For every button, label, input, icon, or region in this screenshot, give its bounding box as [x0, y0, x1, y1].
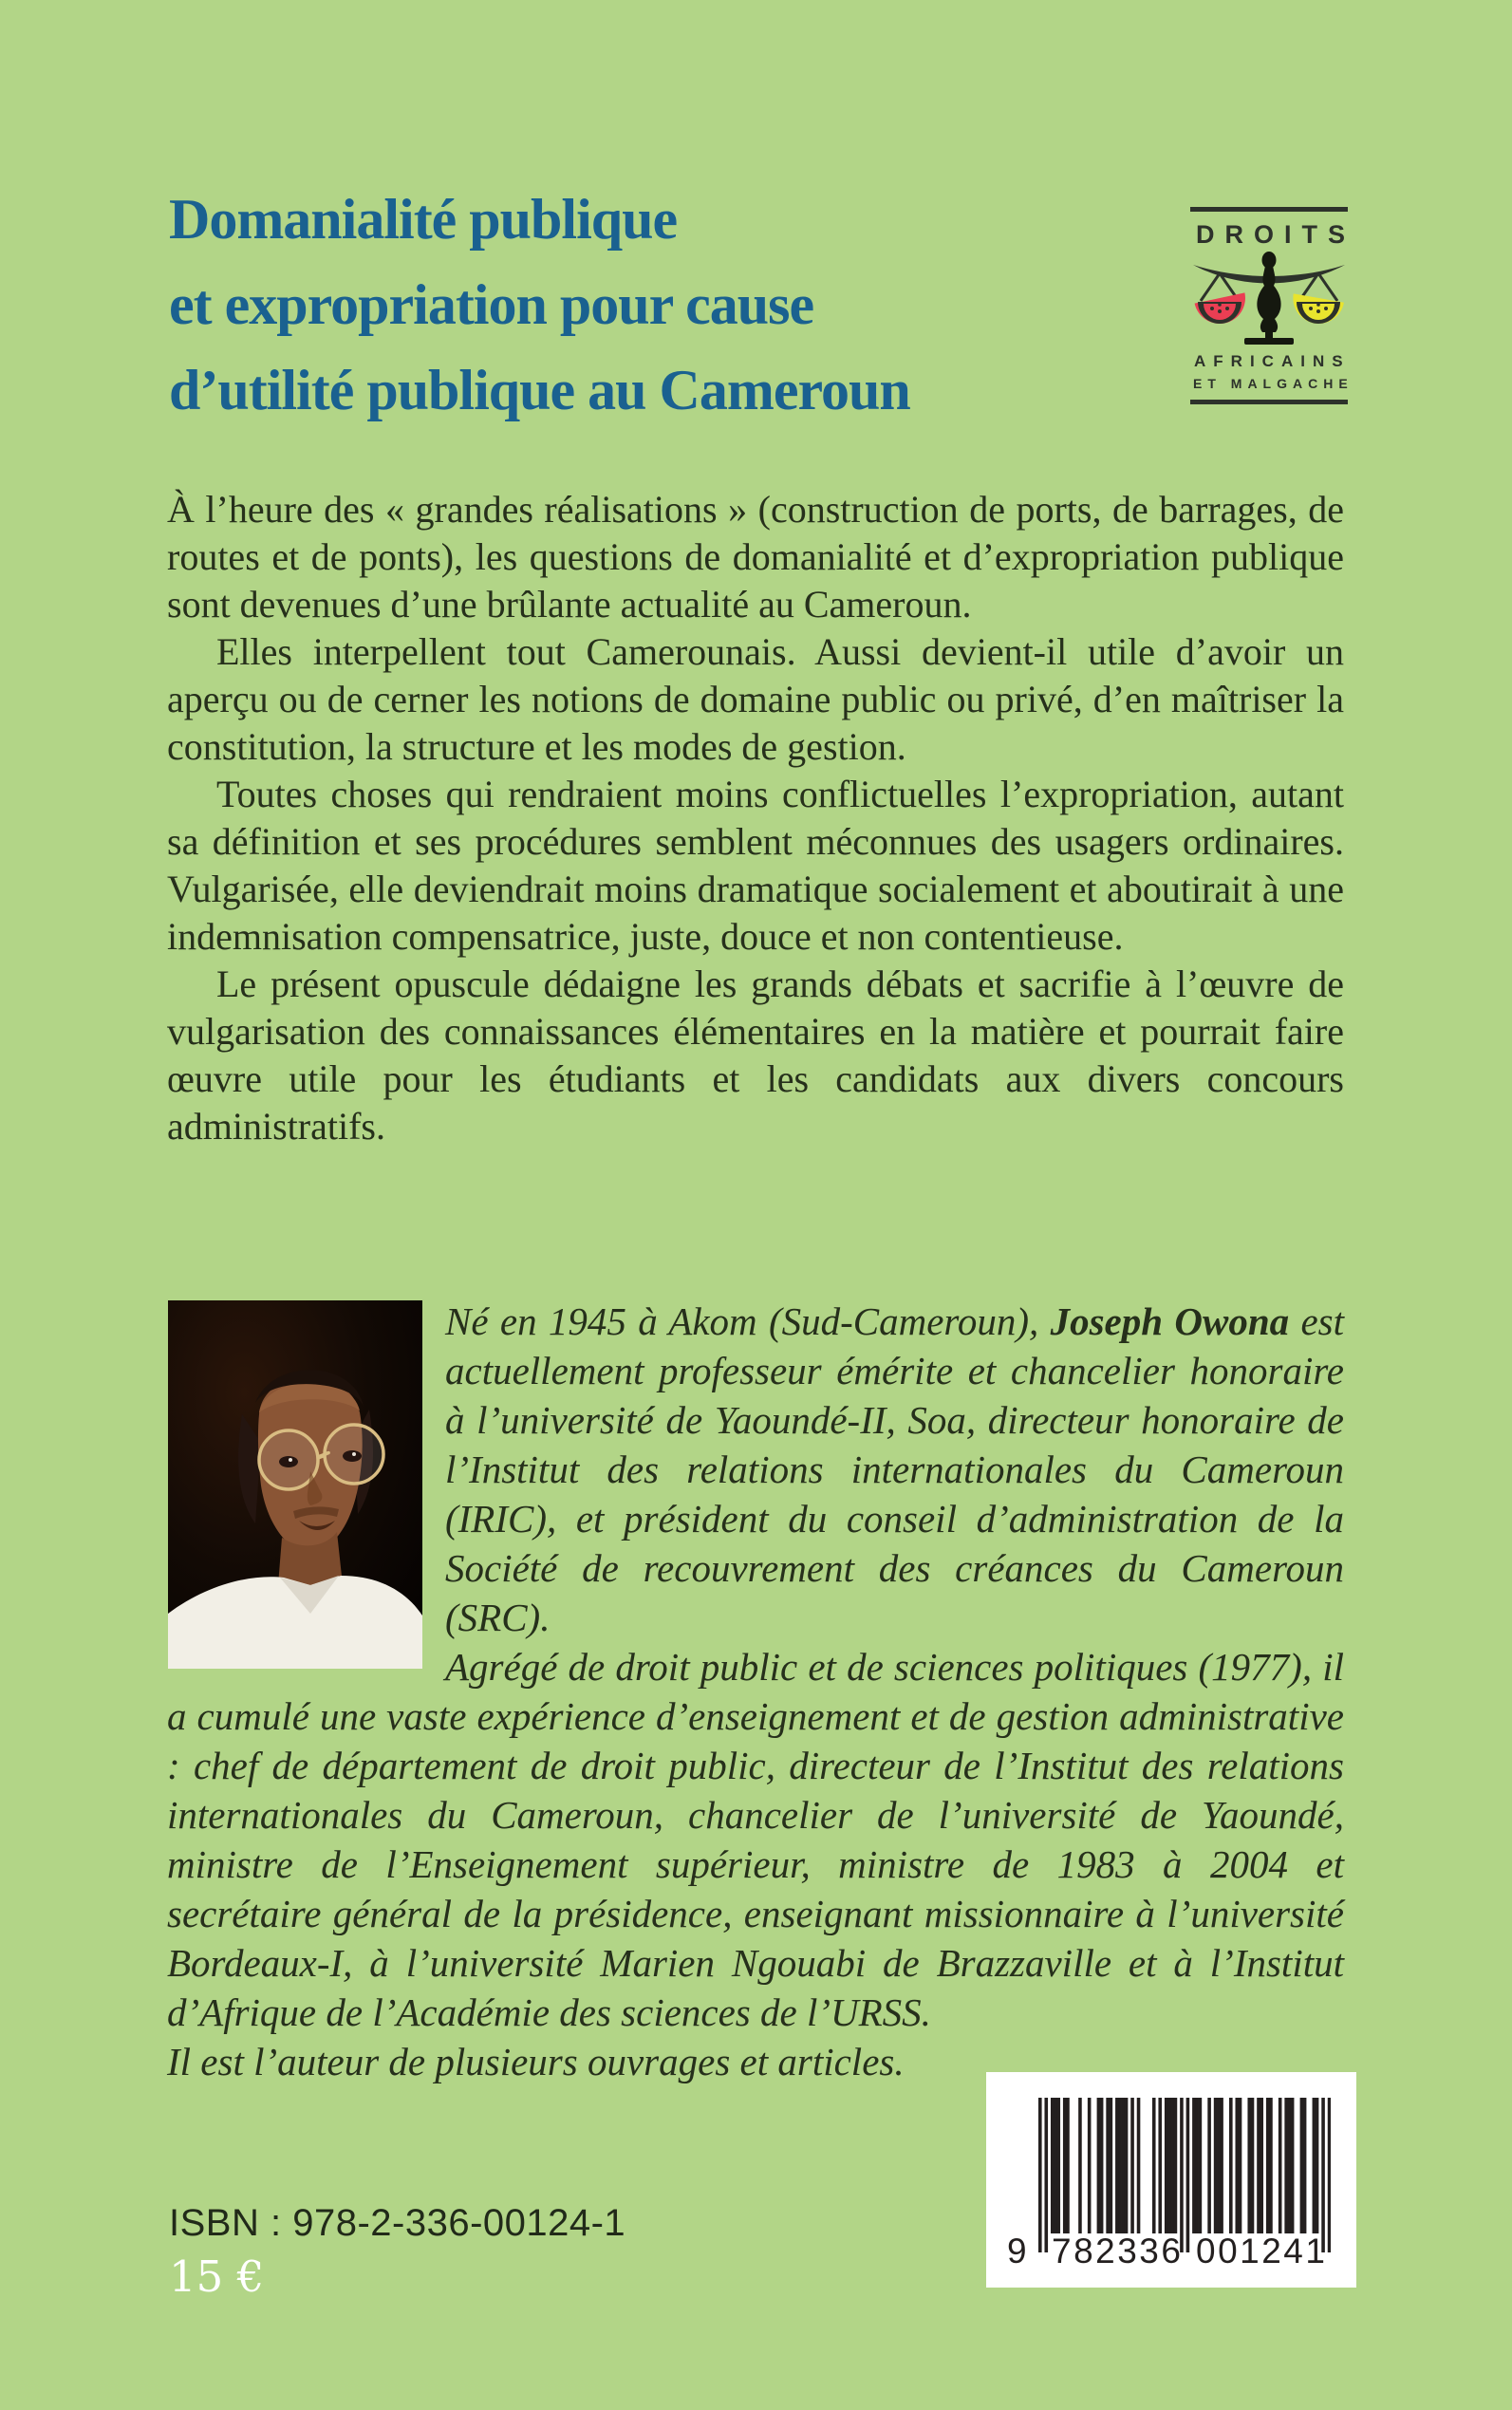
logo-region-line-2: ET MALGACHE [1193, 376, 1353, 391]
author-photo [168, 1300, 422, 1669]
author-section [167, 1297, 1344, 2086]
justice-scales-icon [1190, 251, 1348, 349]
publisher-logo [1190, 207, 1356, 404]
barcode-digit-group: 9 [1007, 2232, 1030, 2270]
bio-text-before: Né en 1945 à Akom (Sud-Cameroun), [445, 1299, 1051, 1343]
barcode-digits [986, 2232, 1356, 2279]
synopsis-paragraph-4: Le présent opuscule dédaigne les grands débats et sacrifie à l’œuvre de vulgarisation des connaissances élémentaires en la matière et pourrait faire œuvre utile pour les étudiants et les candidats aux divers concours administratifs. [167, 962, 1344, 1148]
book-title-line-3: d’utilité publique au Cameroun [169, 359, 910, 421]
logo-region-line-1: AFRICAINS [1194, 352, 1351, 370]
book-title-line-2: et expropriation pour cause [169, 273, 814, 336]
portrait-illustration [168, 1300, 422, 1669]
author-name: Joseph Owona [1050, 1299, 1290, 1343]
title-block [169, 177, 910, 433]
isbn-text: ISBN : 978-2-336-00124-1 [169, 2202, 626, 2244]
price-text: 15 € [169, 2251, 265, 2302]
bio-paragraph-3: Il est l’auteur de plusieurs ouvrages et articles. [167, 2040, 905, 2083]
synopsis-paragraph-3: Toutes choses qui rendraient moins conflictuelles l’expropriation, autant sa définition et ses procédures semblent méconnues des usagers ordinaires. Vulgarisée, elle deviendrait moins dramatique socialement et aboutirait à une indemnisation compensatrice, juste, douce et non contentieuse. [167, 773, 1344, 958]
synopsis [167, 486, 1344, 1150]
book-title-line-1: Domanialité publique [169, 188, 678, 251]
synopsis-paragraph-1: À l’heure des « grandes réalisations » (construction de ports, de barrages, de routes et de ponts), les questions de domanialité et d’expropriation publique sont devenues d’une brûlante actualité au Cameroun. [167, 488, 1344, 626]
logo-rule-bottom [1190, 400, 1348, 404]
synopsis-paragraph-2: Elles interpellent tout Camerounais. Aussi devient-il utile d’avoir un aperçu ou de cerner les notions de domaine public ou privé, d’en maîtriser la constitution, la structure et les modes de gestion. [167, 630, 1344, 768]
bio-text-after: est actuellement professeur émérite et chancelier honoraire à l’université de Yaoundé-II, Soa, directeur honoraire de l’Institut des relations internationales du Cameroun (IRIC), et président du conseil d’administration de la Société de recouvrement des créances du Cameroun (SRC). [445, 1299, 1345, 1639]
logo-rule-top [1190, 207, 1348, 212]
barcode [986, 2072, 1356, 2288]
barcode-digit-group: 001241 [1196, 2232, 1328, 2270]
logo-collection-name: DROITS [1196, 220, 1356, 249]
bio-paragraph-2: Agrégé de droit public et de sciences politiques (1977), il a cumulé une vaste expérience d’enseignement et de gestion administrative : chef de département de droit public, directeur de l’Institut des relations internationales du Cameroun, chancelier de l’université de Yaoundé, ministre de l’Enseignement supérieur, ministre de 1983 à 2004 et secrétaire général de la présidence, enseignant missionnaire à l’université Bordeaux-I, à l’université Marien Ngouabi de Brazzaville et à l’Institut d’Afrique de l’Académie des sciences de l’URSS. [167, 1645, 1344, 2034]
woman-silhouette [1244, 252, 1294, 345]
barcode-digit-group: 782336 [1052, 2232, 1184, 2270]
